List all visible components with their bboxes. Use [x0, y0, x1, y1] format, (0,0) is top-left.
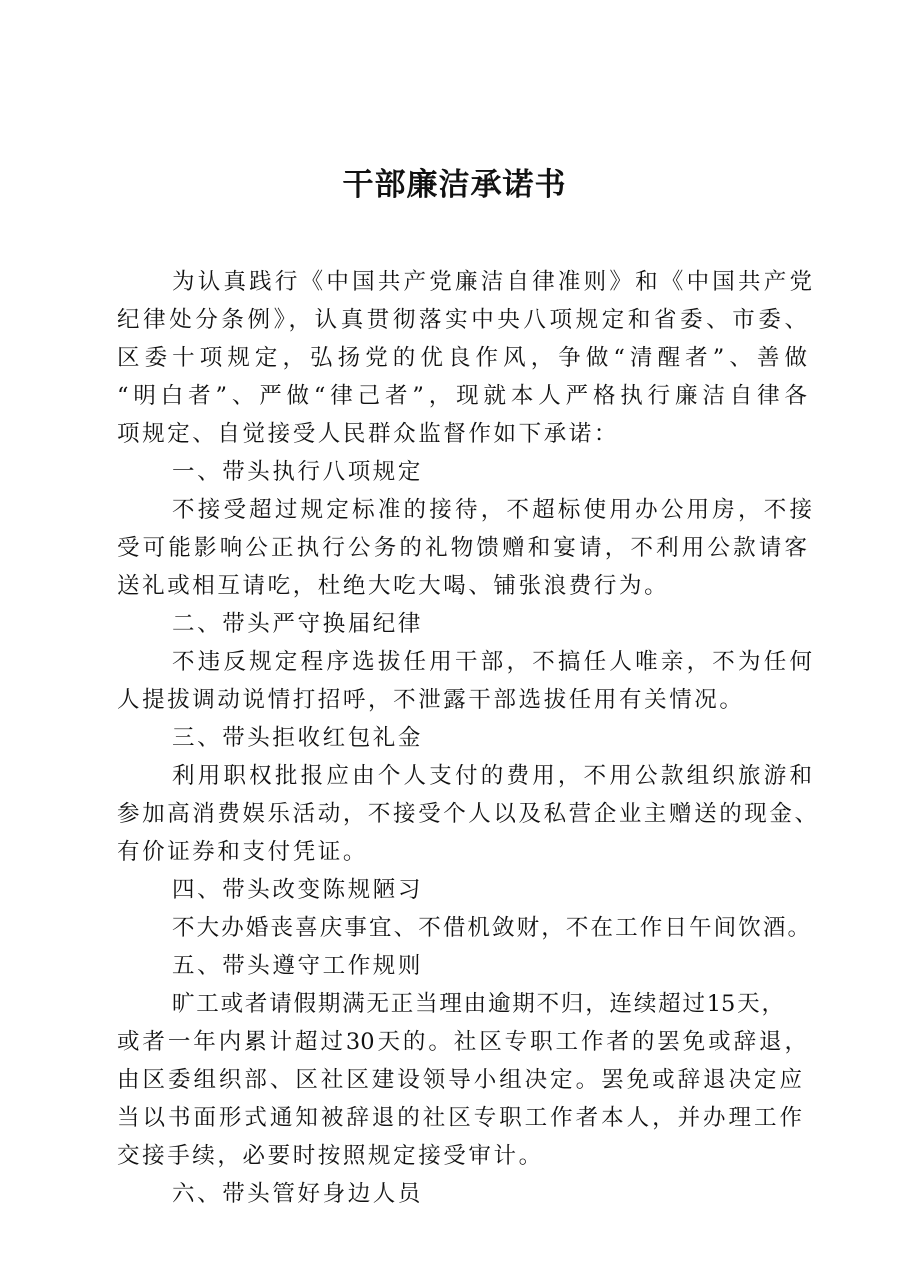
section-heading: 六、带头管好身边人员 [172, 1181, 424, 1207]
paragraph-line: 有价证券和支付凭证。 [117, 839, 369, 865]
section-heading: 五、带头遵守工作规则 [172, 953, 424, 979]
section-heading: 三、带头拒收红包礼金 [172, 725, 424, 751]
paragraph-line: 不大办婚丧喜庆事宜、不借机敛财，不在工作日午间饮酒。 [172, 915, 810, 941]
paragraph-line: 项规定、自觉接受人民群众监督作如下承诺： [117, 421, 620, 447]
paragraph-line: 纪律处分条例》，认真贯彻落实中央八项规定和省委、市委、 [117, 307, 807, 333]
paragraph-line: 当以书面形式通知被辞退的社区专职工作者本人，并办理工作 [117, 1105, 802, 1131]
paragraph-line: 区委十项规定，弘扬党的优良作风，争做“清醒者”、善做 [117, 345, 807, 371]
document-title: 干部廉洁承诺书 [342, 167, 567, 203]
paragraph-line: 由区委组织部、区社区建设领导小组决定。罢免或辞退决定应 [117, 1067, 802, 1093]
paragraph-line: 不违反规定程序选拔任用干部，不搞任人唯亲，不为任何 [172, 649, 812, 675]
paragraph-line: 或者一年内累计超过30天的。社区专职工作者的罢免或辞退， [117, 1029, 807, 1055]
paragraph-line: 不接受超过规定标准的接待，不超标使用办公用房，不接 [172, 497, 812, 523]
paragraph-line: 为认真践行《中国共产党廉洁自律准则》和《中国共产党 [172, 269, 812, 295]
paragraph-line: “明白者”、严做“律己者”，现就本人严格执行廉洁自律各 [117, 383, 807, 409]
paragraph-line: 送礼或相互请吃，杜绝大吃大喝、铺张浪费行为。 [117, 573, 670, 599]
section-heading: 四、带头改变陈规陋习 [172, 877, 424, 903]
paragraph-line: 旷工或者请假期满无正当理由逾期不归，连续超过15天， [172, 991, 784, 1017]
paragraph-line: 受可能影响公正执行公务的礼物馈赠和宴请，不利用公款请客 [117, 535, 807, 561]
paragraph-line: 交接手续，必要时按照规定接受审计。 [117, 1143, 544, 1169]
section-heading: 二、带头严守换届纪律 [172, 611, 424, 637]
paragraph-line: 参加高消费娱乐活动，不接受个人以及私营企业主赠送的现金、 [117, 801, 817, 827]
section-heading: 一、带头执行八项规定 [172, 459, 424, 485]
paragraph-line: 人提拔调动说情打招呼，不泄露干部选拔任用有关情况。 [117, 687, 745, 713]
paragraph-line: 利用职权批报应由个人支付的费用，不用公款组织旅游和 [172, 763, 812, 789]
